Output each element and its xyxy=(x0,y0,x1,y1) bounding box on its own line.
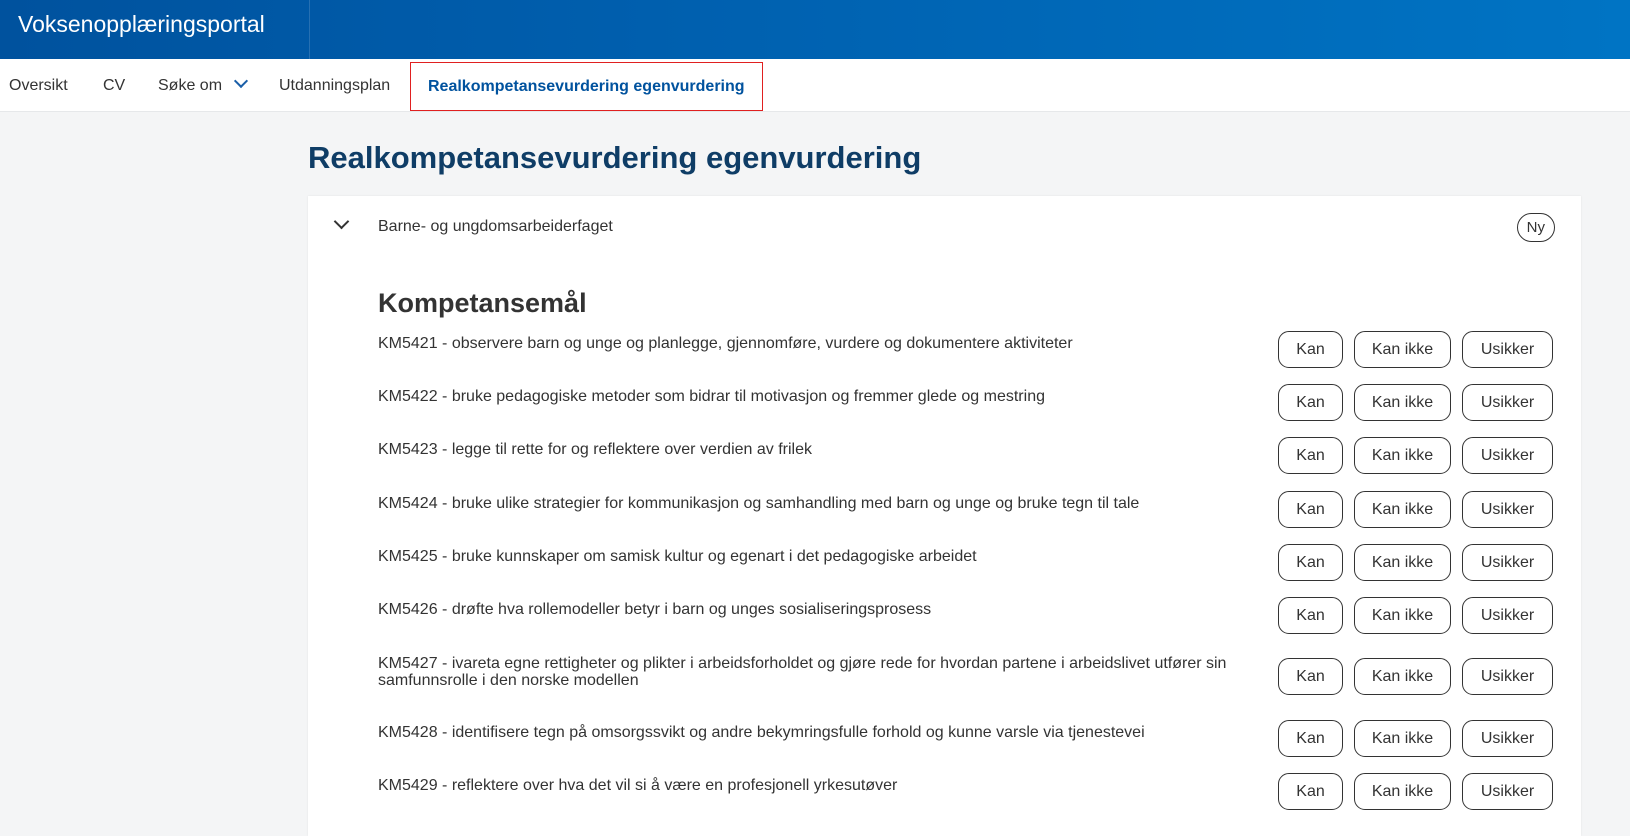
usikker-button[interactable]: Usikker xyxy=(1462,437,1553,474)
chevron-down-icon xyxy=(234,74,248,88)
usikker-button[interactable]: Usikker xyxy=(1462,331,1553,368)
kan-button[interactable]: Kan xyxy=(1278,773,1343,810)
kan-button[interactable]: Kan xyxy=(1278,384,1343,421)
kan-button[interactable]: Kan xyxy=(1278,437,1343,474)
app-title[interactable]: Voksenopplæringsportal xyxy=(0,0,310,59)
status-badge: Ny xyxy=(1517,213,1555,242)
usikker-button[interactable]: Usikker xyxy=(1462,773,1553,810)
goal-text: KM5426 - drøfte hva rollemodeller betyr i barn og unges sosialiseringsprosess xyxy=(378,601,932,618)
kan-ikke-button[interactable]: Kan ikke xyxy=(1354,437,1451,474)
nav-item-realkompetansevurdering[interactable]: Realkompetansevurdering egenvurdering xyxy=(410,62,763,111)
usikker-button[interactable]: Usikker xyxy=(1462,720,1553,757)
goal-text: KM5421 - observere barn og unge og planlegge, gjennomføre, vurdere og dokumentere aktiviteter xyxy=(378,335,1073,352)
goal-text: KM5428 - identifisere tegn på omsorgssvikt og andre bekymringsfulle forhold og kunne varsle via tjenestevei xyxy=(378,724,1145,741)
nav-item-cv[interactable]: CV xyxy=(103,77,126,94)
goal-text: KM5422 - bruke pedagogiske metoder som bidrar til motivasjon og fremmer glede og mestring xyxy=(378,388,1045,405)
kan-ikke-button[interactable]: Kan ikke xyxy=(1354,491,1451,528)
goal-text: KM5429 - reflektere over hva det vil si å være en profesjonell yrkesutøver xyxy=(378,777,898,794)
kan-ikke-button[interactable]: Kan ikke xyxy=(1354,720,1451,757)
accordion-title[interactable]: Barne- og ungdomsarbeiderfaget xyxy=(378,218,613,235)
nav-item-utdanningsplan[interactable]: Utdanningsplan xyxy=(279,77,391,94)
kan-ikke-button[interactable]: Kan ikke xyxy=(1354,544,1451,581)
kan-button[interactable]: Kan xyxy=(1278,491,1343,528)
nav-item-oversikt[interactable]: Oversikt xyxy=(9,77,68,94)
kan-ikke-button[interactable]: Kan ikke xyxy=(1354,773,1451,810)
usikker-button[interactable]: Usikker xyxy=(1462,658,1553,695)
goal-text: KM5423 - legge til rette for og reflektere over verdien av frilek xyxy=(378,441,812,458)
goal-text: KM5424 - bruke ulike strategier for kommunikasjon og samhandling med barn og unge og bruke tegn til tale xyxy=(378,495,1140,512)
usikker-button[interactable]: Usikker xyxy=(1462,597,1553,634)
usikker-button[interactable]: Usikker xyxy=(1462,491,1553,528)
kan-ikke-button[interactable]: Kan ikke xyxy=(1354,658,1451,695)
usikker-button[interactable]: Usikker xyxy=(1462,544,1553,581)
kan-ikke-button[interactable]: Kan ikke xyxy=(1354,384,1451,421)
accordion-card xyxy=(308,196,1581,836)
nav-item-soke-om-label: Søke om xyxy=(158,77,223,94)
kan-button[interactable]: Kan xyxy=(1278,544,1343,581)
goal-text: KM5427 - ivareta egne rettigheter og plikter i arbeidsforholdet og gjøre rede for hvordan partene i arbeidslivet utfører sin samfunnsrolle i den norske modellen xyxy=(378,655,1227,689)
section-title: Kompetansemål xyxy=(378,288,587,318)
kan-button[interactable]: Kan xyxy=(1278,331,1343,368)
goal-text: KM5425 - bruke kunnskaper om samisk kultur og egenart i det pedagogiske arbeidet xyxy=(378,548,977,565)
main-nav xyxy=(0,59,1630,112)
page-title: Realkompetansevurdering egenvurdering xyxy=(308,140,922,175)
top-bar xyxy=(0,0,1630,59)
kan-button[interactable]: Kan xyxy=(1278,597,1343,634)
nav-item-soke-om[interactable] xyxy=(158,59,246,112)
kan-button[interactable]: Kan xyxy=(1278,720,1343,757)
kan-button[interactable]: Kan xyxy=(1278,658,1343,695)
kan-ikke-button[interactable]: Kan ikke xyxy=(1354,597,1451,634)
kan-ikke-button[interactable]: Kan ikke xyxy=(1354,331,1451,368)
usikker-button[interactable]: Usikker xyxy=(1462,384,1553,421)
chevron-down-icon[interactable] xyxy=(334,214,350,230)
